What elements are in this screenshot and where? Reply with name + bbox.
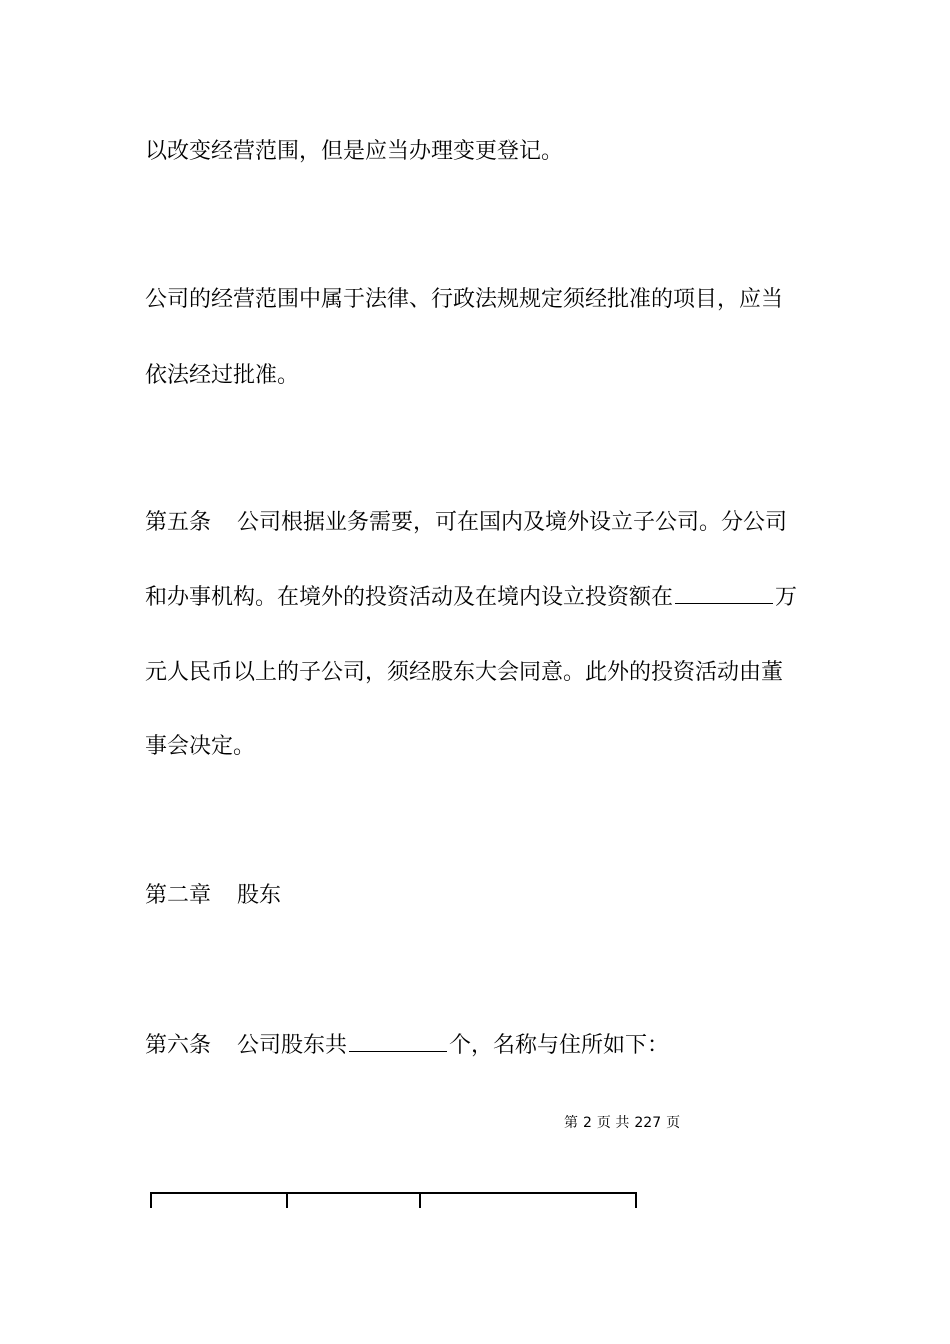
text: 以改变经营范围，但是应当办理变更登记。 [145,139,564,164]
text: 公司股东共 [237,1033,348,1058]
text: 事会决定。 [145,734,256,759]
article-label: 第五条 [145,510,212,535]
text: 依法经过批准。 [145,363,300,388]
text: 元人民币以上的子公司，须经股东大会同意。此外的投资活动由董 [145,660,784,685]
footer-prefix: 第 [564,1115,578,1131]
article-5-line-1 [145,508,787,538]
article-5-line-4 [145,732,255,762]
chapter-title: 股东 [237,883,282,908]
fill-blank [349,1031,447,1052]
table-header-cell [150,1192,288,1208]
fill-blank [675,583,773,604]
article-6-line [145,1031,669,1061]
paragraph-line [145,137,563,167]
page-footer [564,1113,680,1133]
text: 和办事机构。在境外的投资活动及在境内设立投资额在 [145,585,674,610]
article-5-line-3 [145,658,783,688]
text: 万 [775,585,798,610]
footer-mid: 页 共 [596,1115,630,1131]
table-header-cell [286,1192,421,1208]
page-number: 2 [583,1115,592,1131]
paragraph-line [145,361,299,391]
paragraph-line [145,285,783,315]
table-header-cell [419,1192,637,1208]
chapter-heading [145,881,281,911]
text: 个，名称与住所如下： [449,1033,670,1058]
footer-suffix: 页 [666,1115,681,1131]
article-5-line-2 [145,583,797,613]
article-label: 第六条 [145,1033,212,1058]
chapter-label: 第二章 [145,883,212,908]
text: 公司根据业务需要，可在国内及境外设立子公司。分公司 [237,510,788,535]
total-pages: 227 [634,1115,662,1131]
text: 公司的经营范围中属于法律、行政法规规定须经批准的项目，应当 [145,287,784,312]
